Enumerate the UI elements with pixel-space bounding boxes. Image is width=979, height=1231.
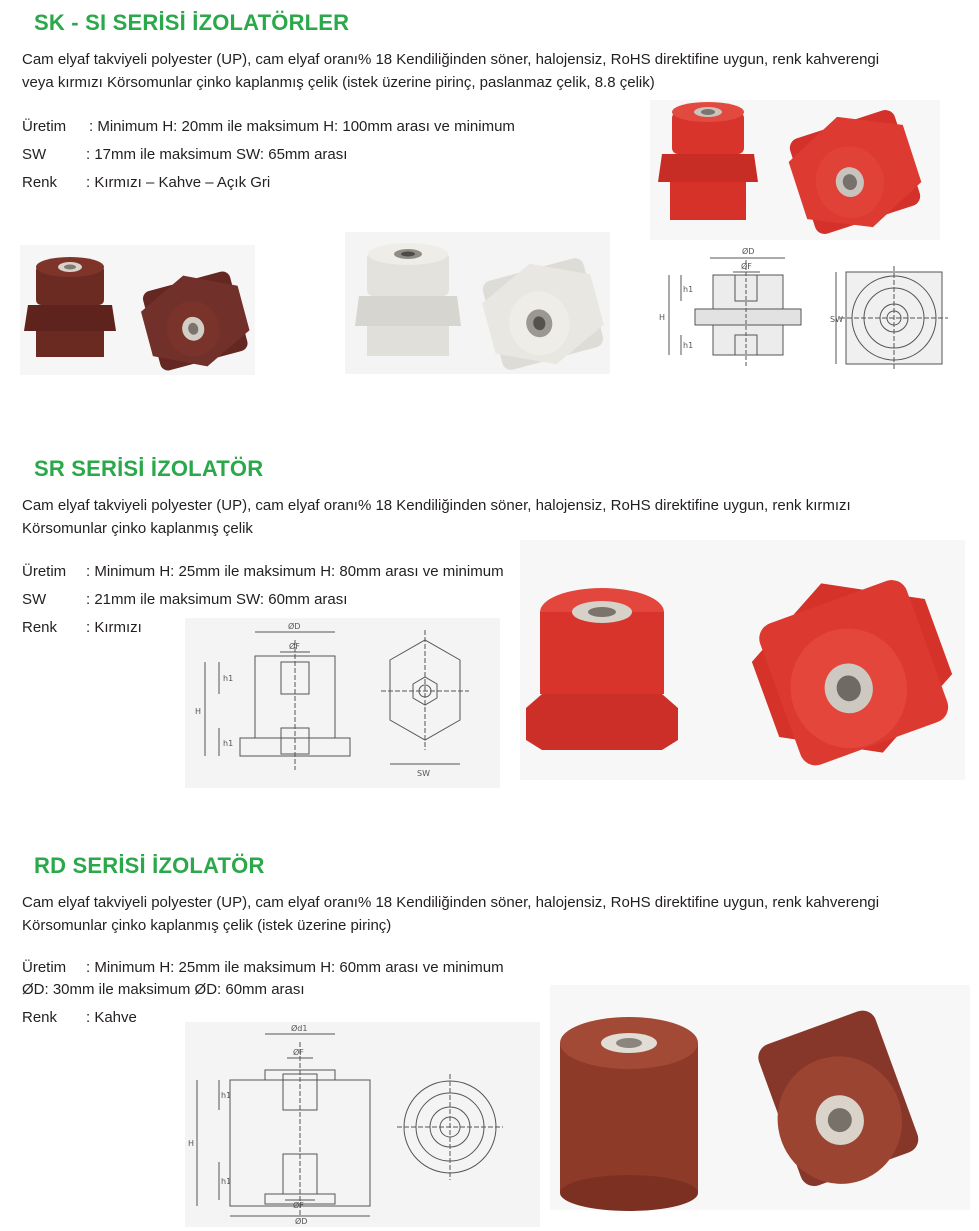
rd-spec-diameter	[22, 980, 305, 1000]
sk-si-spec-production	[22, 117, 515, 137]
sr-spec-production	[22, 562, 504, 582]
rd-description	[22, 891, 967, 937]
spec-value: : 21mm ile maksimum SW: 60mm arası	[86, 591, 348, 608]
sk-si-side-drawing	[655, 240, 815, 375]
sr-dim-h1-bottom-label: h1	[223, 739, 234, 748]
dim-h1-bottom-label: h1	[683, 341, 694, 350]
sk-si-top-drawing	[830, 262, 955, 372]
spec-key: Üretim	[22, 959, 67, 976]
rd-dim-h1-bottom-label: h1	[221, 1177, 232, 1186]
sr-desc-line1: Cam elyaf takviyeli polyester (UP), cam elyaf oranı% 18 Kendiliğinden söner, halojensiz, RoHS direktifine uygun, renk kırmızı	[22, 497, 851, 514]
sr-description	[22, 494, 967, 540]
sk-si-description	[22, 48, 967, 94]
spec-key: Üretim	[22, 118, 67, 135]
sr-technical-drawing	[185, 618, 500, 788]
spec-value: ØD: 30mm ile maksimum ØD: 60mm arası	[22, 981, 305, 998]
spec-key: Renk	[22, 1009, 58, 1026]
spec-value: : Kahve	[86, 1009, 137, 1026]
sr-red-insulator-photo	[520, 540, 965, 780]
rd-dim-of-bottom-label: ØF	[293, 1201, 304, 1210]
dim-sw-label: SW	[830, 315, 843, 324]
dim-od-label: ØD	[742, 247, 755, 256]
dim-h-label: H	[659, 313, 666, 322]
spec-value: : Kırmızı – Kahve – Açık Gri	[86, 174, 271, 191]
rd-dim-od1-label: Ød1	[291, 1024, 308, 1033]
spec-key: SW	[22, 146, 47, 163]
dim-h1-top-label: h1	[683, 285, 694, 294]
spec-value: : 17mm ile maksimum SW: 65mm arası	[86, 146, 348, 163]
grey-insulator-photo	[345, 232, 610, 374]
rd-title: RD SERİSİ İZOLATÖR	[34, 853, 265, 878]
sr-dim-h1-top-label: h1	[223, 674, 234, 683]
sr-title: SR SERİSİ İZOLATÖR	[34, 456, 264, 481]
rd-technical-drawing	[185, 1022, 540, 1227]
brown-insulator-photo	[20, 245, 255, 375]
sr-dim-od-label: ØD	[288, 622, 301, 631]
rd-dim-h1-top-label: h1	[221, 1091, 232, 1100]
spec-value: : Minimum H: 25mm ile maksimum H: 60mm arası ve minimum	[86, 959, 504, 976]
spec-key: Renk	[22, 174, 58, 191]
sr-spec-color	[22, 618, 142, 638]
rd-spec-production	[22, 958, 504, 978]
sr-dim-sw-label: SW	[417, 769, 430, 778]
sr-dim-of-label: ØF	[289, 642, 300, 651]
sr-spec-sw	[22, 590, 347, 610]
rd-brown-insulator-photo	[550, 985, 970, 1210]
rd-spec-color	[22, 1008, 137, 1028]
spec-value: : Kırmızı	[86, 619, 142, 636]
sk-si-spec-color	[22, 173, 270, 193]
rd-desc-line1: Cam elyaf takviyeli polyester (UP), cam elyaf oranı% 18 Kendiliğinden söner, halojensiz, RoHS direktifine uygun, renk kahverengi	[22, 894, 880, 911]
spec-key: SW	[22, 591, 47, 608]
sr-dim-h-label: H	[195, 707, 202, 716]
sk-si-spec-sw	[22, 145, 347, 165]
rd-dim-of-top-label: ØF	[293, 1048, 304, 1057]
red-insulator-photo	[650, 100, 940, 240]
spec-value: : Minimum H: 25mm ile maksimum H: 80mm arası ve minimum	[86, 563, 504, 580]
spec-value: : Minimum H: 20mm ile maksimum H: 100mm arası ve minimum	[89, 118, 515, 135]
sk-si-desc-line1: Cam elyaf takviyeli polyester (UP), cam elyaf oranı% 18 Kendiliğinden söner, halojensiz, RoHS direktifine uygun, renk kahverengi	[22, 51, 880, 68]
rd-desc-line2: Körsomunlar çinko kaplanmış çelik (istek üzerine pirinç)	[22, 917, 392, 934]
rd-dim-od-label: ØD	[295, 1217, 308, 1226]
sk-si-desc-line2: veya kırmızı Körsomunlar çinko kaplanmış çelik (istek üzerine pirinç, paslanmaz çelik, 8.8 çelik)	[22, 74, 655, 91]
spec-key: Üretim	[22, 563, 67, 580]
rd-dim-h-label: H	[188, 1139, 195, 1148]
spec-key: Renk	[22, 619, 58, 636]
sr-desc-line2: Körsomunlar çinko kaplanmış çelik	[22, 520, 253, 537]
dim-of-label: ØF	[741, 262, 752, 271]
sk-si-title: SK - SI SERİSİ İZOLATÖRLER	[34, 10, 350, 35]
